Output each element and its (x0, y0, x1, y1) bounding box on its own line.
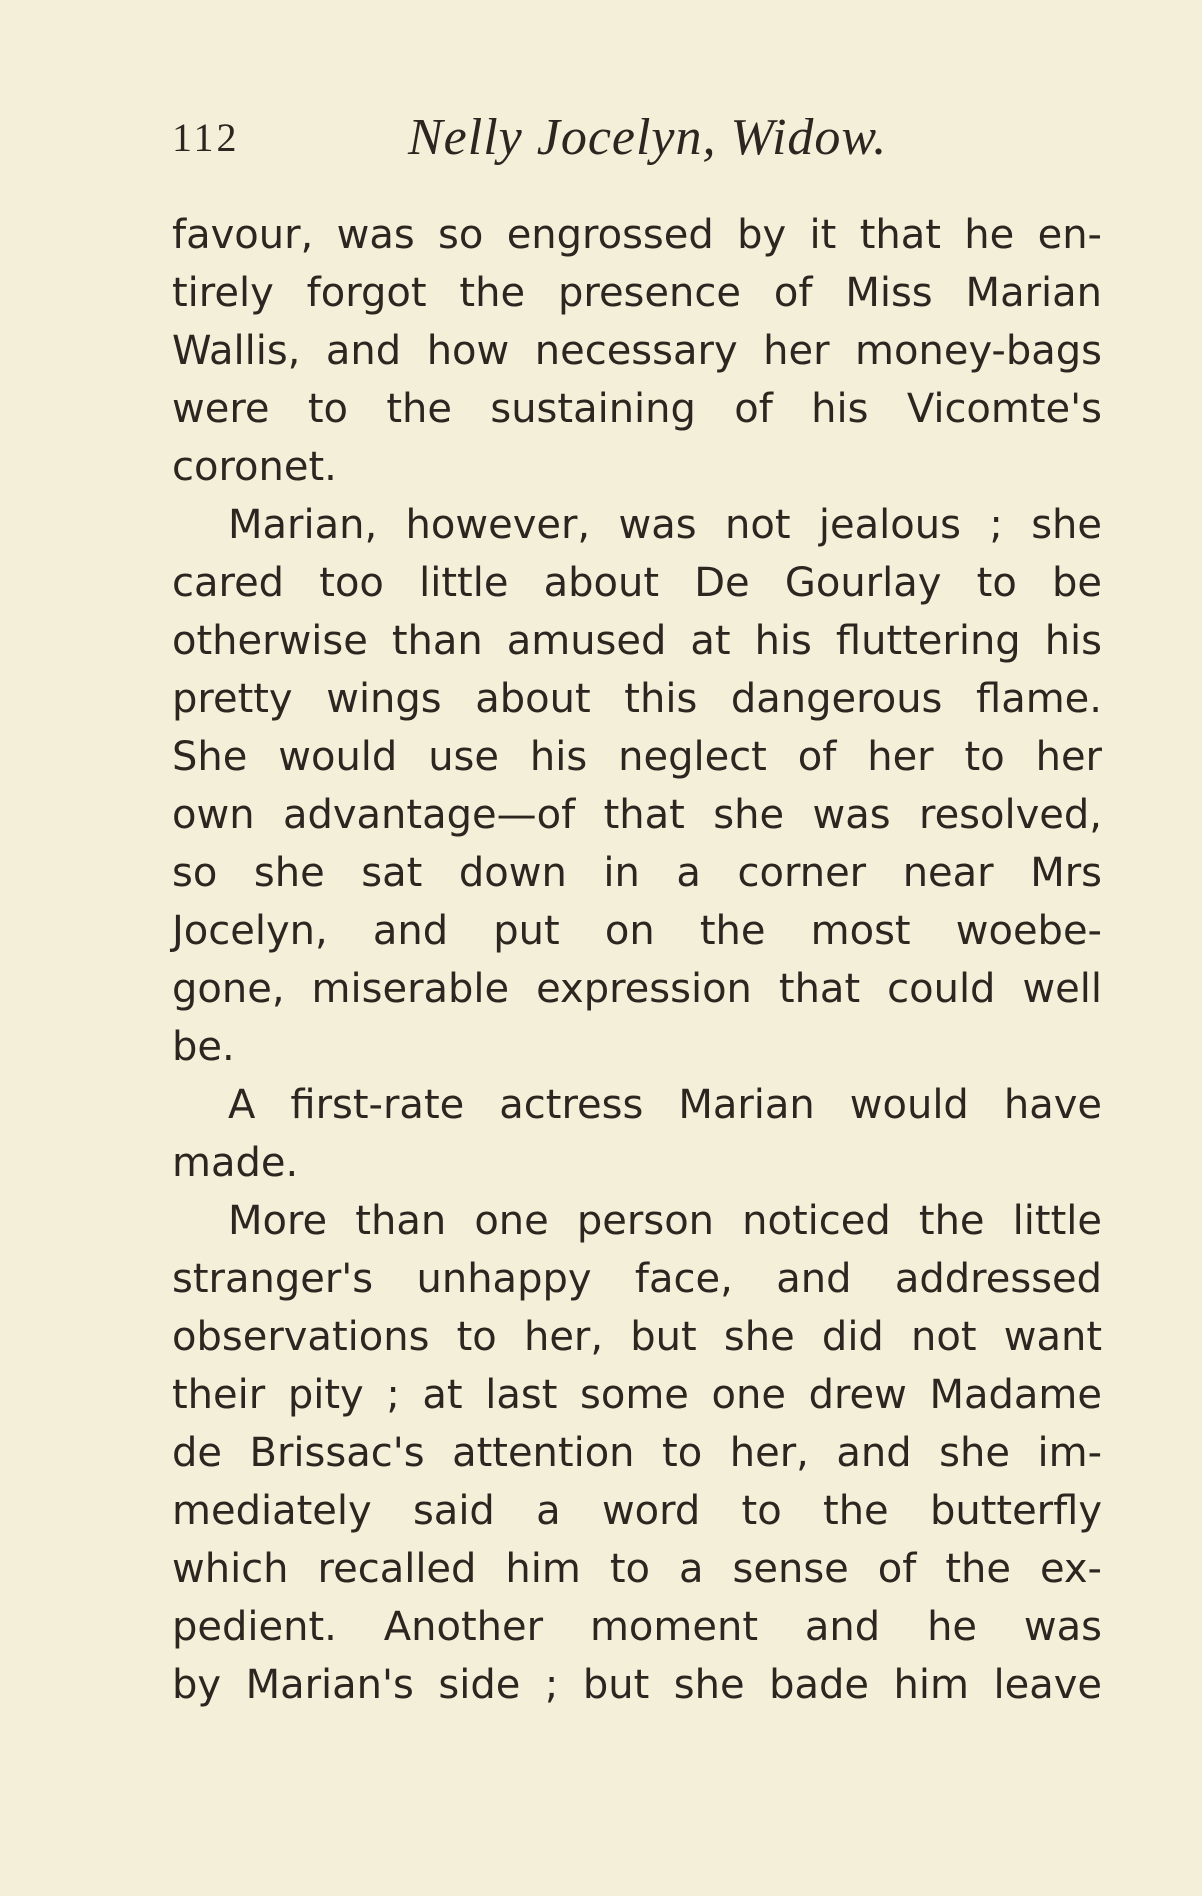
text-line: observations to her, but she did not want (172, 1314, 1102, 1360)
text-line: Wallis, and how necessary her money-bags (172, 328, 1102, 374)
text-line: cared too little about De Gourlay to be (172, 560, 1102, 606)
body-text (172, 206, 1102, 1714)
text-line: coronet. (172, 444, 337, 490)
text-line: de Brissac's attention to her, and she im- (172, 1430, 1102, 1476)
text-line: by Marian's side ; but she bade him leave (172, 1662, 1102, 1708)
text-line: A first-rate actress Marian would have (228, 1082, 1102, 1128)
text-line: tirely forgot the presence of Miss Marian (172, 270, 1102, 316)
text-line: were to the sustaining of his Vicomte's (172, 386, 1102, 432)
text-line: Marian, however, was not jealous ; she (228, 502, 1102, 548)
text-line: their pity ; at last some one drew Madame (172, 1372, 1102, 1418)
page-number: 112 (172, 115, 240, 160)
text-line: She would use his neglect of her to her (172, 734, 1102, 780)
text-line: mediately said a word to the butterfly (172, 1488, 1102, 1534)
text-line: which recalled him to a sense of the ex- (172, 1546, 1102, 1592)
text-line: favour, was so engrossed by it that he en- (172, 212, 1102, 258)
page-header (172, 108, 1102, 178)
text-line: so she sat down in a corner near Mrs (172, 850, 1102, 896)
text-line: gone, miserable expression that could well (172, 966, 1102, 1012)
text-line: be. (172, 1024, 235, 1070)
text-line: Jocelyn, and put on the most woebe- (172, 908, 1102, 954)
text-line: otherwise than amused at his fluttering his (172, 618, 1102, 664)
text-line: stranger's unhappy face, and addressed (172, 1256, 1102, 1302)
running-title: Nelly Jocelyn, Widow. (408, 109, 888, 166)
text-line: own advantage—of that she was resolved, (172, 792, 1102, 838)
text-line: made. (172, 1140, 299, 1186)
text-line: pedient. Another moment and he was (172, 1604, 1102, 1650)
text-line: pretty wings about this dangerous flame. (172, 676, 1102, 722)
text-line: More than one person noticed the little (228, 1198, 1102, 1244)
